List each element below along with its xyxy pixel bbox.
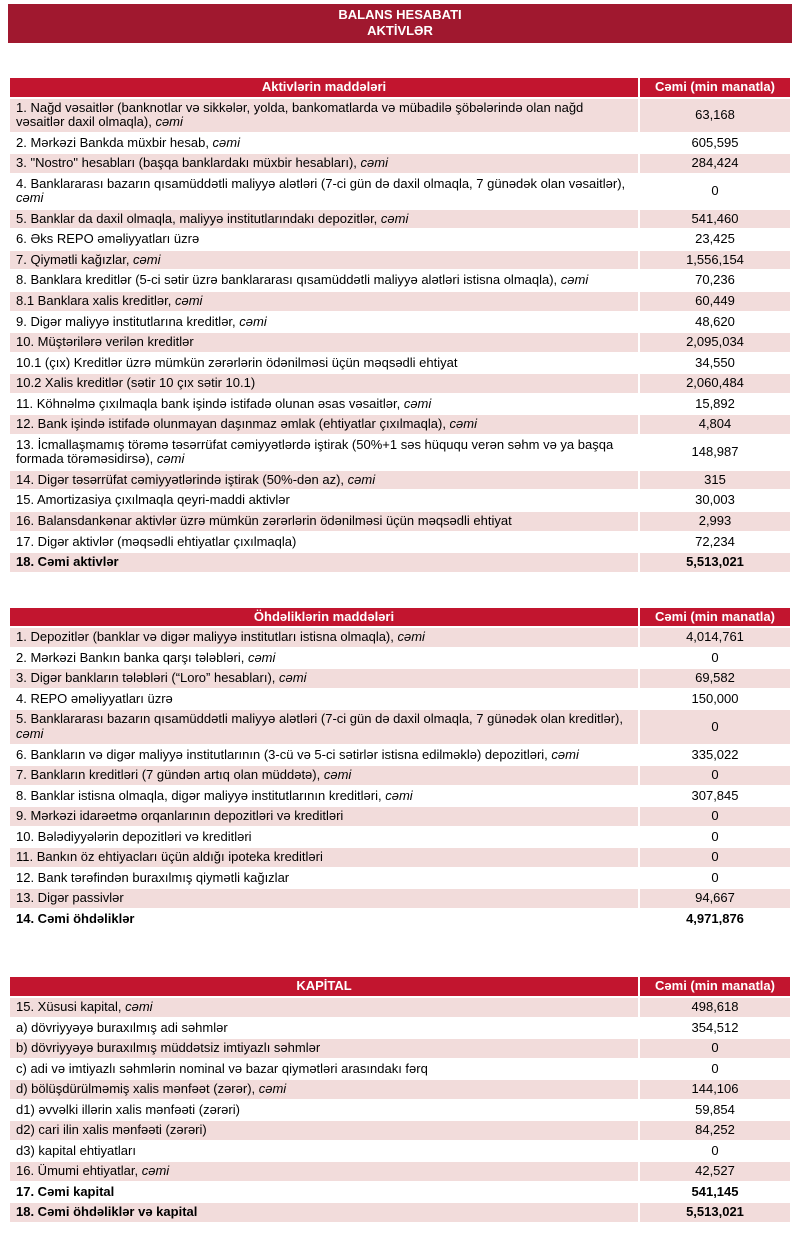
row-label: d) bölüşdürülməmiş xalis mənfəət (zərər), cəmi	[9, 1079, 639, 1100]
row-label: 11. Bankın öz ehtiyacları üçün aldığı ipoteka kreditləri	[9, 847, 639, 868]
liabilities-table	[8, 606, 792, 931]
table-row	[9, 312, 791, 333]
row-value: 4,971,876	[639, 909, 791, 930]
row-value: 5,513,021	[639, 1202, 791, 1223]
row-label: 16. Ümumi ehtiyatlar, cəmi	[9, 1161, 639, 1182]
table-row	[9, 1038, 791, 1059]
row-value: 30,003	[639, 490, 791, 511]
row-label: 6. Bankların və digər maliyyə institutlarının (3-cü və 5-ci sətirlər istisna edilməklə) depozitləri, cəmi	[9, 745, 639, 766]
row-label: 4. Banklararası bazarın qısamüddətli maliyyə alətləri (7-ci gün də daxil olmaqla, 7 günədək olan vəsaitlər), cəmi	[9, 174, 639, 209]
row-label: 13. İcmallaşmamış törəmə təsərrüfat cəmiyyətlərdə iştirak (50%+1 səs hüququ verən səhm və ya başqa formada törəməsidirsə), cəmi	[9, 435, 639, 470]
row-label: 16. Balansdankənar aktivlər üzrə mümkün zərərlərin ödənilməsi üçün məqsədli ehtiyat	[9, 511, 639, 532]
row-value: 0	[639, 1141, 791, 1162]
table-row	[9, 997, 791, 1018]
label-italic-suffix: cəmi	[560, 272, 589, 288]
row-label: d3) kapital ehtiyatları	[9, 1141, 639, 1162]
row-value: 541,460	[639, 209, 791, 230]
table-row	[9, 689, 791, 710]
amount-column-header: Cəmi (min manatla)	[639, 77, 791, 98]
header-row	[9, 77, 791, 98]
row-value: 144,106	[639, 1079, 791, 1100]
row-label: b) dövriyyəyə buraxılmış müddətsiz imtiyazlı səhmlər	[9, 1038, 639, 1059]
row-value: 42,527	[639, 1161, 791, 1182]
row-value: 69,582	[639, 668, 791, 689]
label-italic-suffix: cəmi	[16, 190, 44, 206]
table-row	[9, 470, 791, 491]
table-row	[9, 435, 791, 470]
row-label: 13. Digər passivlər	[9, 888, 639, 909]
label-italic-suffix: cəmi	[279, 670, 307, 686]
row-label: 3. "Nostro" hesabları (başqa banklardakı müxbir hesabları), cəmi	[9, 153, 639, 174]
row-label: 6. Əks REPO əməliyyatları üzrə	[9, 229, 639, 250]
table-row	[9, 1141, 791, 1162]
row-value: 0	[639, 1059, 791, 1080]
header-row	[9, 607, 791, 628]
table-row	[9, 270, 791, 291]
tables-container	[8, 76, 792, 1224]
row-value: 354,512	[639, 1018, 791, 1039]
row-label: 17. Digər aktivlər (məqsədli ehtiyatlar çıxılmaqla)	[9, 532, 639, 553]
row-label: 9. Digər maliyyə institutlarına kreditlər, cəmi	[9, 312, 639, 333]
row-value: 2,993	[639, 511, 791, 532]
label-italic-suffix: cəmi	[449, 416, 477, 432]
table-row	[9, 1202, 791, 1223]
table-row	[9, 1059, 791, 1080]
row-value: 605,595	[639, 133, 791, 154]
label-italic-suffix: cəmi	[258, 1081, 287, 1097]
row-label: 15. Amortizasiya çıxılmaqla qeyri-maddi aktivlər	[9, 490, 639, 511]
row-label: d1) əvvəlki illərin xalis mənfəəti (zərəri)	[9, 1100, 639, 1121]
row-value: 0	[639, 847, 791, 868]
table-row	[9, 291, 791, 312]
row-value: 0	[639, 709, 791, 744]
row-value: 315	[639, 470, 791, 491]
row-value: 0	[639, 827, 791, 848]
amount-column-header: Cəmi (min manatla)	[639, 607, 791, 628]
items-column-header: Öhdəliklərin maddələri	[9, 607, 639, 628]
row-label: 14. Cəmi öhdəliklər	[9, 909, 639, 930]
row-label: 10. Bələdiyyələrin depozitləri və kreditləri	[9, 827, 639, 848]
row-value: 23,425	[639, 229, 791, 250]
label-italic-suffix: cəmi	[551, 746, 579, 762]
table-row	[9, 1182, 791, 1203]
table-row	[9, 229, 791, 250]
table-row	[9, 827, 791, 848]
items-column-header: KAPİTAL	[9, 976, 639, 997]
label-italic-suffix: cəmi	[16, 725, 44, 741]
table-row	[9, 745, 791, 766]
row-label: 10.2 Xalis kreditlər (sətir 10 çıx sətir 10.1)	[9, 373, 639, 394]
row-label: 10.1 (çıx) Kreditlər üzrə mümkün zərərlərin ödənilməsi üçün məqsədli ehtiyat	[9, 353, 639, 374]
row-label: 3. Digər bankların tələbləri (“Loro” hesabları), cəmi	[9, 668, 639, 689]
row-value: 63,168	[639, 98, 791, 133]
table-row	[9, 490, 791, 511]
label-italic-suffix: cəmi	[247, 649, 276, 665]
table-row	[9, 153, 791, 174]
row-value: 335,022	[639, 745, 791, 766]
row-label: 1. Nağd vəsaitlər (banknotlar və sikkələr, yolda, bankomatlarda və mübadilə şöbələrində olan nağd vəsaitlər daxil olmaqla), cəmi	[9, 98, 639, 133]
table-row	[9, 332, 791, 353]
row-value: 15,892	[639, 394, 791, 415]
row-label: a) dövriyyəyə buraxılmış adi səhmlər	[9, 1018, 639, 1039]
table-row	[9, 909, 791, 930]
row-value: 70,236	[639, 270, 791, 291]
row-value: 498,618	[639, 997, 791, 1018]
label-italic-suffix: cəmi	[155, 114, 183, 130]
table-row	[9, 648, 791, 669]
table-row	[9, 847, 791, 868]
row-label: 9. Mərkəzi idarəetmə orqanlarının depozitləri və kreditləri	[9, 806, 639, 827]
table-row	[9, 250, 791, 271]
table-row	[9, 174, 791, 209]
row-label: 12. Bank işində istifadə olunmayan daşınmaz əmlak (ehtiyatlar çıxılmaqla), cəmi	[9, 414, 639, 435]
row-value: 84,252	[639, 1120, 791, 1141]
label-italic-suffix: cəmi	[125, 998, 153, 1014]
label-italic-suffix: cəmi	[156, 451, 185, 467]
table-row	[9, 1161, 791, 1182]
amount-column-header: Cəmi (min manatla)	[639, 976, 791, 997]
row-label: 8.1 Banklara xalis kreditlər, cəmi	[9, 291, 639, 312]
label-italic-suffix: cəmi	[380, 210, 409, 226]
table-row	[9, 868, 791, 889]
row-label: 8. Banklar istisna olmaqla, digər maliyyə institutlarının kreditləri, cəmi	[9, 786, 639, 807]
row-label: 2. Mərkəzi Bankın banka qarşı tələbləri, cəmi	[9, 648, 639, 669]
label-italic-suffix: cəmi	[174, 293, 203, 309]
table-row	[9, 414, 791, 435]
row-value: 148,987	[639, 435, 791, 470]
items-column-header: Aktivlərin maddələri	[9, 77, 639, 98]
label-italic-suffix: cəmi	[141, 1163, 170, 1179]
row-label: 18. Cəmi aktivlər	[9, 552, 639, 573]
table-row	[9, 552, 791, 573]
row-label: 17. Cəmi kapital	[9, 1182, 639, 1203]
row-value: 0	[639, 806, 791, 827]
report-title: BALANS HESABATI	[338, 7, 462, 22]
row-value: 59,854	[639, 1100, 791, 1121]
row-label: 7. Bankların kreditləri (7 gündən artıq olan müddətə), cəmi	[9, 765, 639, 786]
row-value: 0	[639, 868, 791, 889]
row-label: 12. Bank tərəfindən buraxılmış qiymətli kağızlar	[9, 868, 639, 889]
label-italic-suffix: cəmi	[133, 251, 161, 267]
label-italic-suffix: cəmi	[403, 395, 432, 411]
row-label: c) adi və imtiyazlı səhmlərin nominal və bazar qiymətləri arasındakı fərq	[9, 1059, 639, 1080]
table-row	[9, 1120, 791, 1141]
row-value: 34,550	[639, 353, 791, 374]
row-value: 307,845	[639, 786, 791, 807]
table-row	[9, 806, 791, 827]
row-label: 1. Depozitlər (banklar və digər maliyyə institutları istisna olmaqla), cəmi	[9, 627, 639, 648]
table-row	[9, 209, 791, 230]
row-value: 541,145	[639, 1182, 791, 1203]
label-italic-suffix: cəmi	[212, 134, 240, 150]
row-label: 11. Köhnəlmə çıxılmaqla bank işində istifadə olunan əsas vəsaitlər, cəmi	[9, 394, 639, 415]
capital-table	[8, 975, 792, 1224]
row-label: 14. Digər təsərrüfat cəmiyyətlərində iştirak (50%-dən az), cəmi	[9, 470, 639, 491]
row-label: 5. Banklararası bazarın qısamüddətli maliyyə alətləri (7-ci gün də daxil olmaqla, 7 günədək olan kreditlər), cəmi	[9, 709, 639, 744]
row-label: 5. Banklar da daxil olmaqla, maliyyə institutlarındakı depozitlər, cəmi	[9, 209, 639, 230]
row-value: 4,014,761	[639, 627, 791, 648]
row-label: 18. Cəmi öhdəliklər və kapital	[9, 1202, 639, 1223]
table-row	[9, 1079, 791, 1100]
row-label: 7. Qiymətli kağızlar, cəmi	[9, 250, 639, 271]
table-row	[9, 888, 791, 909]
row-value: 4,804	[639, 414, 791, 435]
row-label: 15. Xüsusi kapital, cəmi	[9, 997, 639, 1018]
table-row	[9, 668, 791, 689]
row-value: 0	[639, 174, 791, 209]
report-subtitle: AKTİVLƏR	[367, 23, 433, 38]
table-row	[9, 1100, 791, 1121]
table-row	[9, 353, 791, 374]
table-row	[9, 786, 791, 807]
label-italic-suffix: cəmi	[385, 787, 413, 803]
header-row	[9, 976, 791, 997]
row-label: 8. Banklara kreditlər (5-ci sətir üzrə banklararası qısamüddətli maliyyə alətləri istisna olmaqla), cəmi	[9, 270, 639, 291]
assets-table	[8, 76, 792, 574]
row-value: 284,424	[639, 153, 791, 174]
report-title-banner	[8, 4, 792, 43]
table-row	[9, 627, 791, 648]
row-value: 48,620	[639, 312, 791, 333]
table-row	[9, 1018, 791, 1039]
label-italic-suffix: cəmi	[397, 629, 425, 645]
row-value: 0	[639, 648, 791, 669]
label-italic-suffix: cəmi	[360, 155, 388, 171]
row-value: 60,449	[639, 291, 791, 312]
table-row	[9, 133, 791, 154]
label-italic-suffix: cəmi	[239, 313, 267, 329]
row-value: 5,513,021	[639, 552, 791, 573]
row-value: 150,000	[639, 689, 791, 710]
table-row	[9, 532, 791, 553]
row-value: 72,234	[639, 532, 791, 553]
table-row	[9, 511, 791, 532]
row-value: 0	[639, 765, 791, 786]
label-italic-suffix: cəmi	[323, 767, 352, 783]
row-label: d2) cari ilin xalis mənfəəti (zərəri)	[9, 1120, 639, 1141]
row-value: 2,095,034	[639, 332, 791, 353]
table-row	[9, 98, 791, 133]
row-value: 1,556,154	[639, 250, 791, 271]
table-row	[9, 709, 791, 744]
row-label: 2. Mərkəzi Bankda müxbir hesab, cəmi	[9, 133, 639, 154]
row-value: 2,060,484	[639, 373, 791, 394]
row-value: 0	[639, 1038, 791, 1059]
row-label: 10. Müştərilərə verilən kreditlər	[9, 332, 639, 353]
table-row	[9, 765, 791, 786]
table-row	[9, 394, 791, 415]
row-value: 94,667	[639, 888, 791, 909]
row-label: 4. REPO əməliyyatları üzrə	[9, 689, 639, 710]
table-row	[9, 373, 791, 394]
label-italic-suffix: cəmi	[347, 471, 376, 487]
